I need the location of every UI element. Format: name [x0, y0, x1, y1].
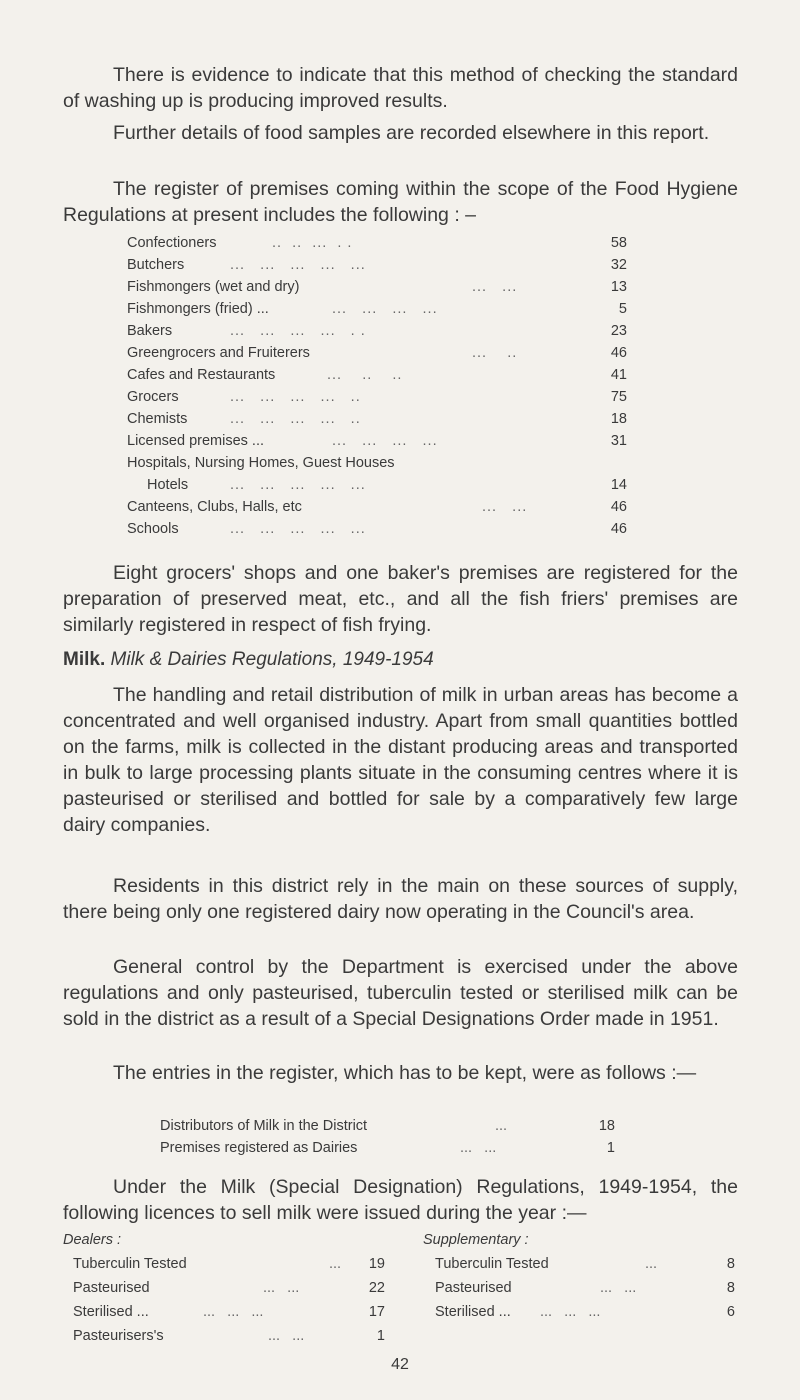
- premises-count: 32: [610, 257, 627, 273]
- licence-name: Pasteurisers's: [73, 1328, 164, 1344]
- leader-dots: ... ... ... ... . .: [230, 323, 366, 339]
- paragraph-text: Under the Milk (Special Designation) Regulations, 1949-1954, the following licences to sell milk were issued during the year :—: [63, 1176, 738, 1224]
- premises-name: Canteens, Clubs, Halls, etc: [127, 499, 302, 515]
- premises-row: [127, 298, 627, 320]
- paragraph-licences: [63, 1174, 738, 1226]
- leader-dots: ... ...: [482, 499, 528, 515]
- paragraph-text: The register of premises coming within the scope of the Food Hygiene Regulations at present includes the following : –: [63, 178, 738, 226]
- leader-dots: ... ... ... ...: [332, 433, 438, 449]
- leader-dots: ... ...: [472, 279, 518, 295]
- paragraph-text: The handling and retail distribution of milk in urban areas has become a concentrated and well organised industry. Apart from small quantities bottled on the farms, milk is collected in the distant producing areas and transported in bulk to large processing plants situate in the consuming centres where it is pasteurised or sterilised and bottled for sale by a comparatively few large dairy companies.: [63, 684, 738, 836]
- leader-dots: ... .. ..: [327, 367, 403, 383]
- milk-heading-label: Milk.: [63, 649, 106, 670]
- leader-dots: ... ... ... ... ..: [230, 389, 361, 405]
- paragraph-residents-supply: [63, 873, 738, 925]
- register-count: 1: [606, 1140, 615, 1156]
- premises-row: [127, 232, 627, 254]
- premises-row: [127, 452, 627, 474]
- leader-dots: .. .. ... . .: [272, 235, 353, 251]
- paragraph-text: Eight grocers' shops and one baker's premises are registered for the preparation of preserved meat, etc., and all the fish friers' premises are similarly registered in respect of fish frying.: [63, 562, 738, 636]
- paragraph-text: There is evidence to indicate that this method of checking the standard of washing up is producing improved results.: [63, 64, 738, 112]
- leader-dots: ... ...: [263, 1280, 300, 1296]
- licence-count: 19: [368, 1256, 385, 1272]
- licence-count: 17: [368, 1304, 385, 1320]
- licence-count: 22: [368, 1280, 385, 1296]
- premises-list: [127, 232, 627, 540]
- paragraph-milk-distribution: [63, 682, 738, 838]
- supplementary-row: [435, 1254, 735, 1274]
- licence-name: Tuberculin Tested: [435, 1256, 549, 1272]
- premises-row: [127, 320, 627, 342]
- premises-row: [127, 496, 627, 518]
- premises-name: Chemists: [127, 411, 188, 427]
- paragraph-text: Residents in this district rely in the main on these sources of supply, there being only one registered dairy now operating in the Council's area.: [63, 875, 738, 923]
- register-row-dairies: [160, 1138, 615, 1158]
- paragraph-food-samples: [63, 120, 738, 146]
- premises-name: Fishmongers (fried) ...: [127, 301, 269, 317]
- premises-row: [127, 254, 627, 276]
- page-number: 42: [391, 1356, 409, 1373]
- milk-section-heading: [63, 647, 434, 673]
- premises-row: [127, 474, 627, 496]
- paragraph-general-control: [63, 954, 738, 1032]
- premises-count: 18: [610, 411, 627, 427]
- licence-name: Sterilised ...: [435, 1304, 511, 1320]
- premises-row: [127, 408, 627, 430]
- premises-count: 23: [610, 323, 627, 339]
- licence-name: Pasteurised: [435, 1280, 512, 1296]
- leader-dots: ... ..: [472, 345, 518, 361]
- premises-row: [127, 386, 627, 408]
- premises-count: 46: [610, 499, 627, 515]
- premises-count: 46: [610, 521, 627, 537]
- register-count: 18: [598, 1118, 615, 1134]
- paragraph-washing-up: [63, 62, 738, 114]
- premises-count: 41: [610, 367, 627, 383]
- paragraph-grocers-registered: [63, 560, 738, 638]
- leader-dots: ... ... ...: [540, 1304, 601, 1320]
- premises-name: Confectioners: [127, 235, 217, 251]
- paragraph-text: The entries in the register, which has to be kept, were as follows :—: [113, 1062, 697, 1084]
- premises-count: 46: [610, 345, 627, 361]
- supplementary-row: [435, 1278, 735, 1298]
- premises-count: 5: [618, 301, 627, 317]
- premises-row: [127, 518, 627, 540]
- premises-name: Hotels: [147, 477, 189, 493]
- leader-dots: ... ... ... ... ...: [230, 477, 366, 493]
- licence-name: Sterilised ...: [73, 1304, 149, 1320]
- premises-row: [127, 342, 627, 364]
- register-row-distributors: [160, 1116, 615, 1136]
- leader-dots: ... ...: [460, 1140, 497, 1156]
- premises-count: 58: [610, 235, 627, 251]
- premises-name: Cafes and Restaurants: [127, 367, 276, 383]
- premises-name: Butchers: [127, 257, 185, 273]
- premises-count: 31: [610, 433, 627, 449]
- licence-count: 8: [726, 1256, 735, 1272]
- leader-dots: ... ... ... ... ...: [230, 257, 366, 273]
- premises-name: Fishmongers (wet and dry): [127, 279, 300, 295]
- paragraph-text: General control by the Department is exercised under the above regulations and only pasteurised, tuberculin tested or sterilised milk can be sold in the district as a result of a Special Designations Order made in 1951.: [63, 956, 738, 1030]
- premises-count: 13: [610, 279, 627, 295]
- milk-heading-title: Milk & Dairies Regulations, 1949-1954: [110, 649, 434, 670]
- licence-count: 6: [726, 1304, 735, 1320]
- dealers-row: [73, 1254, 385, 1274]
- leader-dots: ... ... ... ... ...: [230, 521, 366, 537]
- leader-dots: ...: [645, 1256, 658, 1272]
- dealers-row: [73, 1326, 385, 1346]
- paragraph-register-intro: [63, 176, 738, 228]
- premises-name: Grocers: [127, 389, 179, 405]
- dealers-row: [73, 1302, 385, 1322]
- dealers-row: [73, 1278, 385, 1298]
- leader-dots: ...: [329, 1256, 342, 1272]
- premises-row: [127, 276, 627, 298]
- premises-count: 75: [610, 389, 627, 405]
- licence-name: Pasteurised: [73, 1280, 150, 1296]
- premises-name: Greengrocers and Fruiterers: [127, 345, 310, 361]
- licence-count: 1: [376, 1328, 385, 1344]
- register-name: Premises registered as Dairies: [160, 1140, 358, 1156]
- premises-count: 14: [610, 477, 627, 493]
- dealers-title: Dealers :: [63, 1232, 122, 1248]
- leader-dots: ... ... ... ...: [332, 301, 438, 317]
- premises-row: [127, 364, 627, 386]
- premises-name: Schools: [127, 521, 179, 537]
- supplementary-row: [435, 1302, 735, 1322]
- leader-dots: ... ...: [600, 1280, 637, 1296]
- leader-dots: ...: [495, 1118, 508, 1134]
- premises-name: Hospitals, Nursing Homes, Guest Houses: [127, 455, 395, 471]
- leader-dots: ... ...: [268, 1328, 305, 1344]
- premises-name: Bakers: [127, 323, 173, 339]
- paragraph-register-entries: [63, 1060, 738, 1086]
- premises-name: Licensed premises ...: [127, 433, 265, 449]
- paragraph-text: Further details of food samples are recorded elsewhere in this report.: [113, 122, 710, 144]
- leader-dots: ... ... ...: [203, 1304, 264, 1320]
- supplementary-title: Supplementary :: [423, 1232, 529, 1248]
- leader-dots: ... ... ... ... ..: [230, 411, 361, 427]
- premises-row: [127, 430, 627, 452]
- licence-name: Tuberculin Tested: [73, 1256, 187, 1272]
- licence-count: 8: [726, 1280, 735, 1296]
- register-name: Distributors of Milk in the District: [160, 1118, 368, 1134]
